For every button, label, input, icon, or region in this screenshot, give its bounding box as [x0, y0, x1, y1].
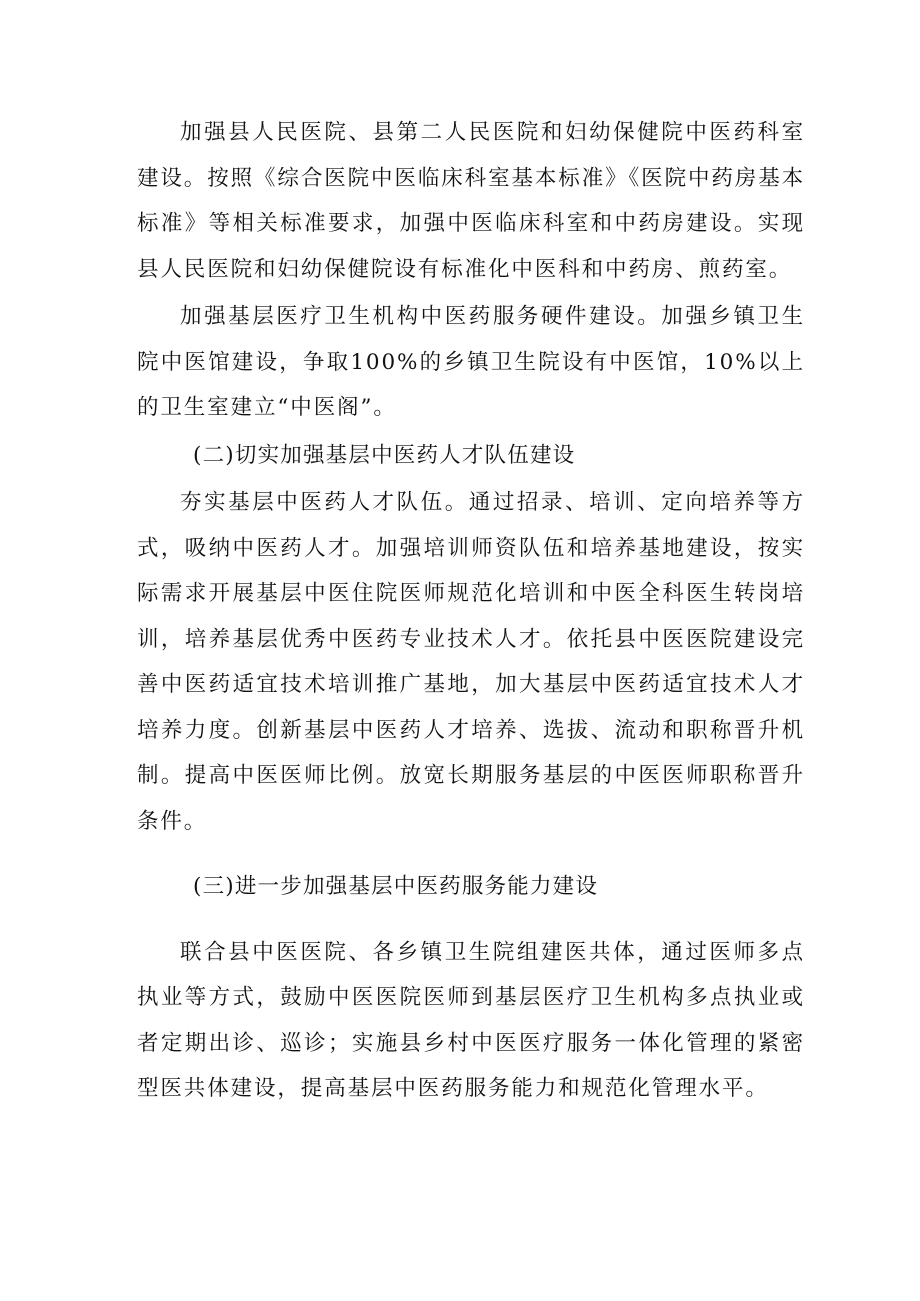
paragraph-talent-team: 夯实基层中医药人才队伍。通过招录、培训、定向培养等方式，吸纳中医药人才。加强培训师资队伍和培养基地建设，按实际需求开展基层中医住院医师规范化培训和中医全科医生转岗培训，培养基层优秀中医药专业技术人才。依托县中医医院建设完善中医药适宜技术培训推广基地，加大基层中医药适宜技术人才培养力度。创新基层中医药人才培养、选拔、流动和职称晋升机制。提高中医医师比例。放宽长期服务基层的中医医师职称晋升条件。 — [137, 490, 805, 834]
paragraph-grassroots-hardware: 加强基层医疗卫生机构中医药服务硬件建设。加强乡镇卫生院中医馆建设，争取100%的乡镇卫生院设有中医馆，10%以上的卫生室建立“中医阁”。 — [137, 304, 805, 420]
section-heading-3: (三)进一步加强基层中医药服务能力建设 — [193, 874, 599, 899]
paragraph-medical-community: 联合县中医医院、各乡镇卫生院组建医共体，通过医师多点执业等方式，鼓励中医医院医师到基层医疗卫生机构多点执业或者定期出诊、巡诊；实施县乡村中医医疗服务一体化管理的紧密型医共体建设，提高基层中医药服务能力和规范化管理水平。 — [137, 939, 805, 1101]
section-heading-2: (二)切实加强基层中医药人才队伍建设 — [193, 442, 576, 468]
document-page — [137, 110, 805, 1112]
paragraph-county-hospitals: 加强县人民医院、县第二人民医院和妇幼保健院中医药科室建设。按照《综合医院中医临床科室基本标准》《医院中药房基本标准》等相关标准要求，加强中医临床科室和中药房建设。实现县人民医院和妇幼保健院设有标准化中医科和中药房、煎药室。 — [137, 120, 805, 282]
spacer — [137, 844, 805, 864]
spacer — [137, 910, 805, 930]
